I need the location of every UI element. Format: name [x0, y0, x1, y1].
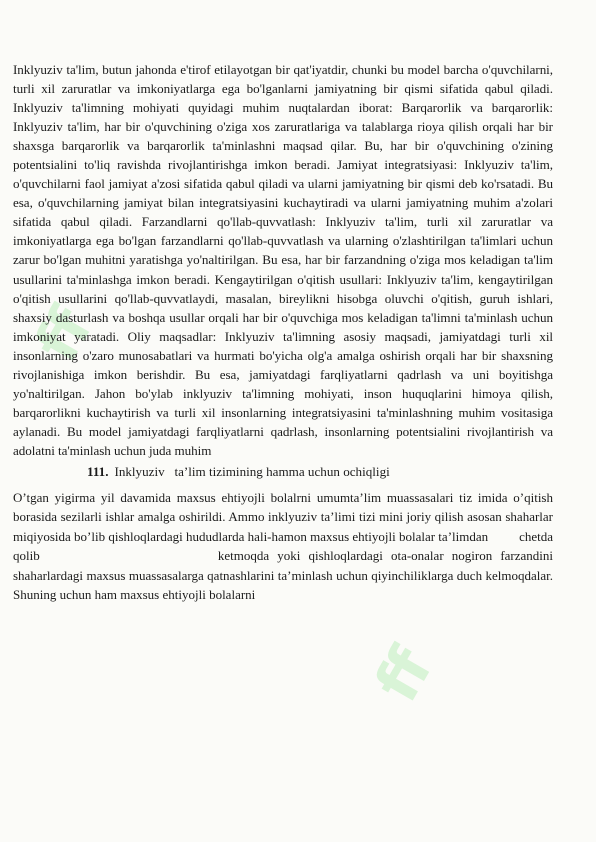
section-heading	[13, 463, 553, 481]
paragraph-2-text-d: ketmoqda yoki qishloqlardagi ota-onalar nogiron farzandini shaharlardagi maxsus muassasalarga qatnashlarini ta’minlash	[13, 548, 554, 583]
section-title: Inklyuziv ta’lim tizimining hamma uchun ochiqligi	[114, 463, 390, 479]
paragraph-2-text-a: O’tgan yigirma yil davamida maxsus ehtiyojli bolalrni umumta’lim muassasalari tiz imida o’qitish borasida sezilarli ishlar amalga oshirildi. Ammo inklyuziv ta’limi tizi mini joriy qilish asosan shaharlar miqiyosida bo’lib qishloqlardagi hududlarda hali-hamon maxsus ehtiyojli bolalar ta’limdan	[13, 489, 553, 544]
paragraph-2-text-e: uchun qiyinchiliklarga duch kelmoqdalar. Shuning uchun ham maxsus ehtiyojli bolalarni	[13, 567, 554, 603]
body-paragraph: Inklyuziv ta'lim, butun jahonda e'tirof etilayotgan bir qat'iyatdir, chunki bu model barcha o'quvchilarni, turli xil zaruratlar va imkoniyatlarga ega bo'lganlarni jamiyatning bir qismi sifatida qabul qiladi. Inklyuziv ta'limning mohiyati quyidagi muhim nuqtalardan iborat: Barqarorlik va barqarorlik: Inklyuziv ta'lim, har bir o'quvchining o'ziga xos zaruratlariga va talablarga rioya qilish orqali har bir shaxsga barqarorlik va barqarorlik ta'minlashni maqsad qilar. Bu, har bir o'quvchining o'zining potentsialini to'liq ravishda rivojlantirishga imkon beradi. Jamiyat integratsiyasi: Inklyuziv ta'lim, o'quvchilarni faol jamiyat a'zosi sifatida qabul qiladi va ularni jamiyatning bir qismi deb ko'rsatadi. Bu esa, o'quvchilarning jamiyat bilan integratsiyasini kuchaytiradi va ularni jamiyatning muhim a'zolari sifatida qabul qiladi. Farzandlarni qo'llab-quvvatlash: Inklyuziv ta'lim, turli xil zaruratlar va imkoniyatlarga ega bo'lgan farzandlarni qo'llab-quvvatlash va ularning o'zlashtirilgan ta'limlari uchun zarur bo'lgan muhitni yaratishga yo'naltirilgan. Bu esa, har bir farzandning o'ziga mos keladigan ta'lim usullarini ta'minlashga imkon beradi. Kengaytirilgan o'qitish usullari: Inklyuziv ta'lim, kengaytirilgan o'qitish usullarini qo'llab-quvvatlaydi, masalan, bireylikni hisobga oluvchi o'qitish, guruh ishlari, shaxsiy dasturlash va boshqa usullar orqali har bir o'quvchiga mos keladigan ta'limni ta'minlash uchun imkoniyat yaratadi. Oliy maqsadlar: Inklyuziv ta'limning asosiy maqsadi, jamiyatdagi turli xil insonlarning o'zaro munosabatlari va hurmati bo'yicha olg'a amalga oshirish orqali har bir shaxsning rivojlanishiga imkon berishdir. Bu esa, jamiyatdagi farqliyatlarni qadrlash va uni boyitishga yo'naltirilgan. Jahon bo'ylab inklyuziv ta'limning mohiyati, inson huquqlarini himoya qilish, barqarorlikni kuchaytirish va turli xil insonlarning integratsiyasini ta'minlashning muhim vositasiga aylanadi. Bu model jamiyatdagi farqliyatlarni qadrlash, insonlarning potentsialini rivojlantirish va adolatni ta'minlash uchun juda muhim	[13, 62, 553, 458]
watermark: ff	[21, 296, 107, 374]
document-page	[13, 60, 553, 604]
body-paragraph-2	[13, 488, 553, 604]
paragraph-2-text-b: chetda	[519, 528, 553, 544]
paragraph-2-text-c: qolib	[13, 548, 40, 564]
section-number: 111.	[87, 463, 109, 479]
watermark: ff	[361, 636, 447, 714]
